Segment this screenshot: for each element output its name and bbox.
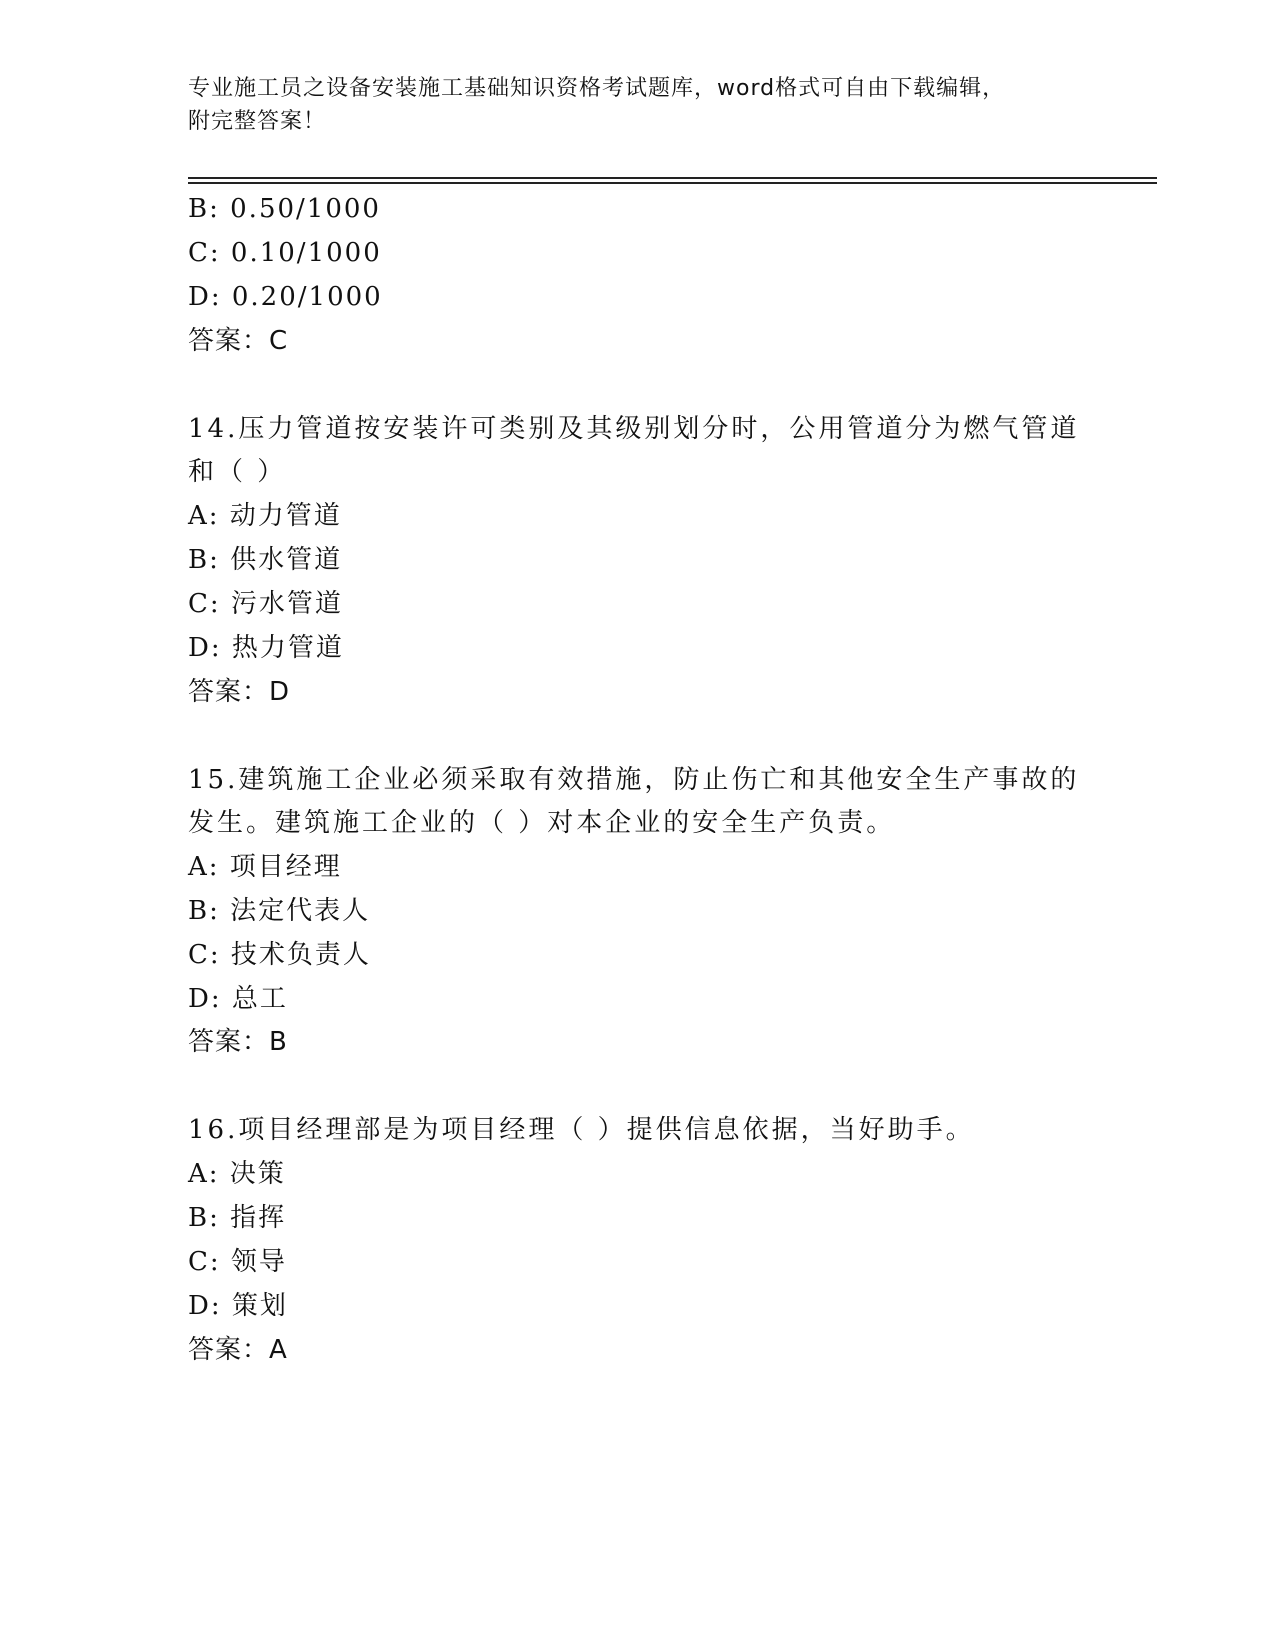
q13-option-c: C: 0.10/1000 <box>188 238 382 268</box>
q15-stem-line-1: 15.建筑施工企业必须采取有效措施，防止伤亡和其他安全生产事故的 <box>188 765 1080 795</box>
q15-option-a: A: 项目经理 <box>188 852 342 882</box>
q13-option-b: B: 0.50/1000 <box>188 194 381 224</box>
q16-option-c: C: 领导 <box>188 1247 287 1277</box>
q15-answer: 答案：B <box>188 1027 288 1057</box>
q16-option-b: B: 指挥 <box>188 1203 287 1233</box>
q14-option-c: C: 污水管道 <box>188 589 343 619</box>
q14-stem-line-1: 14.压力管道按安装许可类别及其级别划分时，公用管道分为燃气管道 <box>188 414 1080 444</box>
header-line-1: 专业施工员之设备安装施工基础知识资格考试题库，word格式可自由下载编辑， <box>188 76 1006 101</box>
q14-option-d: D: 热力管道 <box>188 633 344 663</box>
q16-option-d: D: 策划 <box>188 1291 288 1321</box>
q13-answer: 答案：C <box>188 326 289 356</box>
q14-option-b: B: 供水管道 <box>188 545 343 575</box>
header-divider-bottom <box>188 182 1157 184</box>
header-divider-top <box>188 177 1157 179</box>
q16-option-a: A: 决策 <box>188 1159 286 1189</box>
q15-option-d: D: 总工 <box>188 984 288 1014</box>
document-header <box>188 72 1068 138</box>
q15-option-b: B: 法定代表人 <box>188 896 371 926</box>
q14-stem-line-2: 和（ ） <box>188 457 287 487</box>
q15-stem-line-2: 发生。建筑施工企业的（ ）对本企业的安全生产负责。 <box>188 808 896 838</box>
q14-answer: 答案：D <box>188 677 291 707</box>
header-line-2: 附完整答案！ <box>188 109 327 134</box>
q13-option-d: D: 0.20/1000 <box>188 282 383 312</box>
q15-option-c: C: 技术负责人 <box>188 940 371 970</box>
q16-answer: 答案：A <box>188 1335 288 1365</box>
q16-stem-line-1: 16.项目经理部是为项目经理（ ）提供信息依据，当好助手。 <box>188 1115 975 1145</box>
q14-option-a: A: 动力管道 <box>188 501 342 531</box>
